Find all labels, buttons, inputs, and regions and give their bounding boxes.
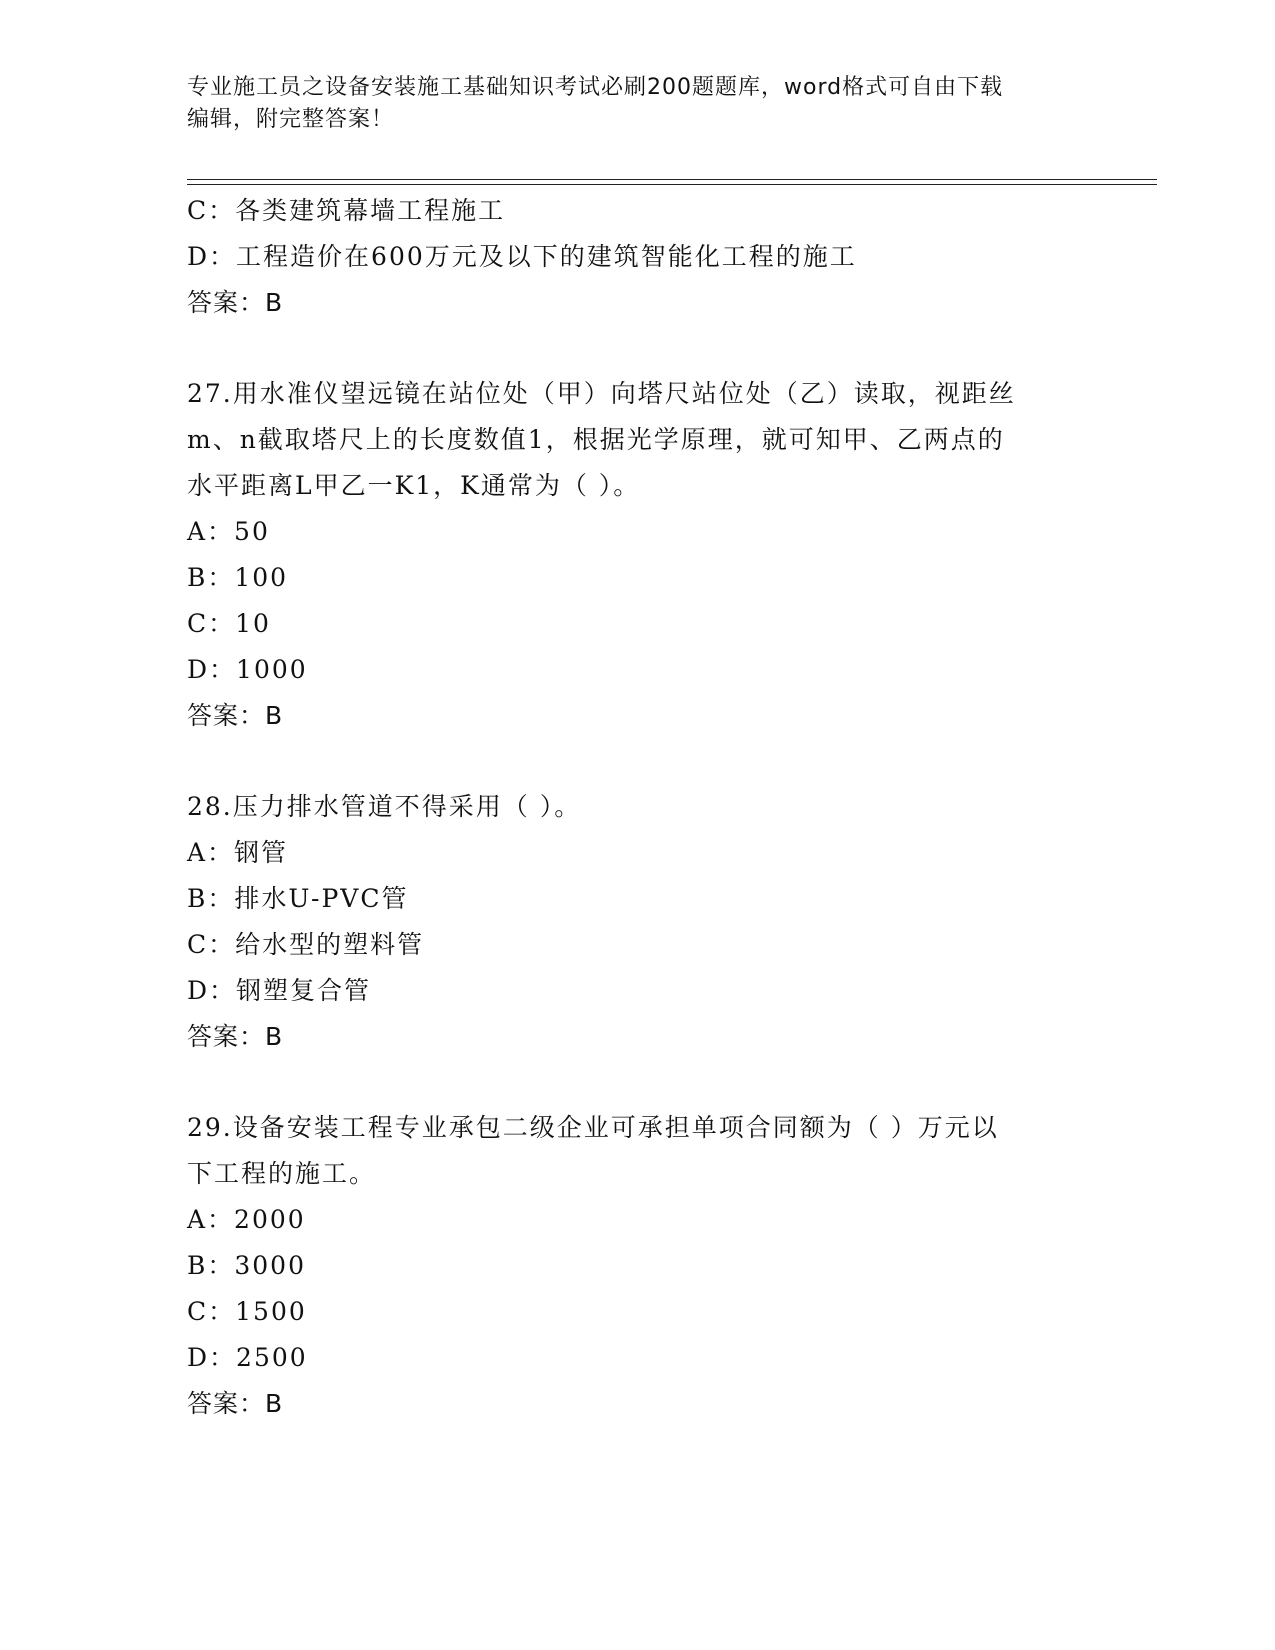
question-stem: m、n截取塔尺上的长度数值1，根据光学原理，就可知甲、乙两点的 — [187, 425, 1005, 454]
header-title-line1: 专业施工员之设备安装施工基础知识考试必刷200题题库，word格式可自由下载 — [187, 75, 1004, 100]
question-content — [187, 188, 1087, 1427]
answer-line: 答案：B — [187, 288, 284, 317]
header-rule-bottom — [187, 184, 1157, 185]
document-header — [187, 72, 1087, 136]
option-c: C：给水型的塑料管 — [187, 930, 425, 959]
option-d: D：2500 — [187, 1343, 308, 1372]
question-stem: 水平距离L甲乙一K1，K通常为（ ）。 — [187, 471, 641, 500]
option-d: D：钢塑复合管 — [187, 976, 372, 1005]
header-rule-top — [187, 179, 1157, 180]
option-c: C：各类建筑幕墙工程施工 — [187, 196, 506, 225]
answer-line: 答案：B — [187, 1022, 284, 1051]
question-26-tail — [187, 188, 1087, 326]
question-stem: 27.用水准仪望远镜在站位处（甲）向塔尺站位处（乙）读取，视距丝 — [187, 379, 1016, 408]
question-29 — [187, 1105, 1087, 1427]
option-b: B：100 — [187, 563, 289, 592]
question-27 — [187, 371, 1087, 739]
option-a: A：2000 — [187, 1205, 306, 1234]
question-stem: 下工程的施工。 — [187, 1159, 377, 1188]
question-stem: 29.设备安装工程专业承包二级企业可承担单项合同额为（ ）万元以 — [187, 1113, 999, 1142]
option-b: B：3000 — [187, 1251, 306, 1280]
spacer — [187, 326, 1087, 371]
option-a: A：50 — [187, 517, 270, 546]
answer-line: 答案：B — [187, 1389, 284, 1418]
answer-line: 答案：B — [187, 701, 284, 730]
question-stem: 28.压力排水管道不得采用（ ）。 — [187, 792, 582, 821]
option-d: D：工程造价在600万元及以下的建筑智能化工程的施工 — [187, 242, 857, 271]
question-28 — [187, 784, 1087, 1060]
spacer — [187, 739, 1087, 784]
option-b: B：排水U-PVC管 — [187, 884, 409, 913]
option-c: C：10 — [187, 609, 271, 638]
spacer — [187, 1060, 1087, 1105]
option-a: A：钢管 — [187, 838, 289, 867]
header-title-line2: 编辑，附完整答案！ — [187, 107, 395, 132]
option-d: D：1000 — [187, 655, 308, 684]
option-c: C：1500 — [187, 1297, 307, 1326]
